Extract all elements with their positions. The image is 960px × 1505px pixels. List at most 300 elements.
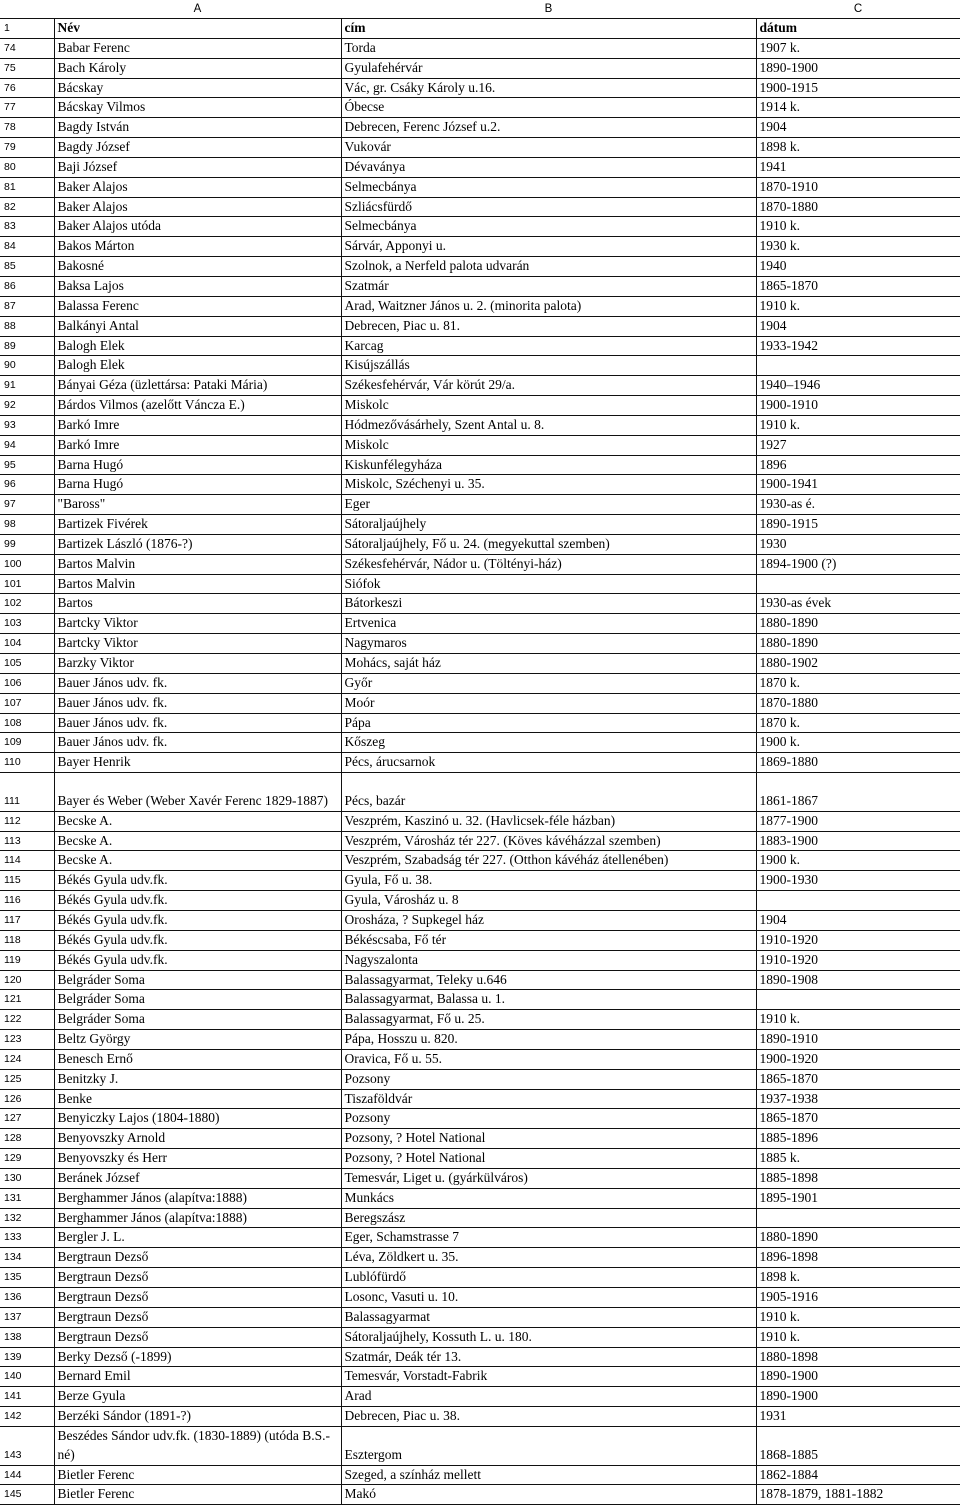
cell-date[interactable]: 1910 k. (756, 1327, 960, 1347)
cell-address[interactable]: Torda (341, 38, 756, 58)
cell-address[interactable]: Munkács (341, 1188, 756, 1208)
table-row (0, 197, 960, 217)
row-number: 110 (0, 753, 54, 773)
cell-address[interactable]: Pécs, bazár (341, 773, 756, 812)
cell-date[interactable]: 1900-1910 (756, 396, 960, 416)
row-number: 105 (0, 654, 54, 674)
row-number: 84 (0, 237, 54, 257)
cell-date[interactable]: 1898 k. (756, 138, 960, 158)
table-row (0, 713, 960, 733)
cell-address[interactable]: Vukovár (341, 138, 756, 158)
cell-address[interactable]: Nagyszalonta (341, 950, 756, 970)
table-row (0, 475, 960, 495)
row-number: 88 (0, 316, 54, 336)
table-row (0, 38, 960, 58)
table-row (0, 515, 960, 535)
cell-name[interactable]: Baker Alajos (54, 197, 341, 217)
cell-date[interactable]: 1900 k. (756, 851, 960, 871)
cell-date[interactable] (756, 1208, 960, 1228)
column-header-row (0, 0, 960, 19)
cell-name[interactable]: Baker Alajos utóda (54, 217, 341, 237)
cell-name[interactable]: Békés Gyula udv.fk. (54, 871, 341, 891)
cell-name[interactable]: Bartcky Viktor (54, 634, 341, 654)
cell-address[interactable]: Oravica, Fő u. 55. (341, 1049, 756, 1069)
cell-address[interactable]: Eger, Schamstrasse 7 (341, 1228, 756, 1248)
cell-address[interactable]: Kisújszállás (341, 356, 756, 376)
cell-name[interactable]: Bietler Ferenc (54, 1485, 341, 1505)
cell-name[interactable]: "Baross" (54, 495, 341, 515)
row-number: 118 (0, 930, 54, 950)
row-number: 129 (0, 1149, 54, 1169)
cell-address[interactable]: Orosháza, ? Supkegel ház (341, 910, 756, 930)
cell-name[interactable]: Benitzky J. (54, 1069, 341, 1089)
column-header-c[interactable]: C (853, 3, 863, 15)
table-row (0, 376, 960, 396)
cell-date[interactable]: 1900-1920 (756, 1049, 960, 1069)
cell-address[interactable]: Balassagyarmat, Teleky u.646 (341, 970, 756, 990)
cell-date[interactable]: 1877-1900 (756, 811, 960, 831)
cell-date[interactable]: 1896 (756, 455, 960, 475)
table-row (0, 831, 960, 851)
cell-date[interactable]: 1890-1900 (756, 58, 960, 78)
table-row (0, 257, 960, 277)
cell-name[interactable]: Bergtraun Dezső (54, 1288, 341, 1308)
cell-address[interactable]: Sátoraljaújhely (341, 515, 756, 535)
cell-name[interactable]: Balassa Ferenc (54, 296, 341, 316)
row-number: 141 (0, 1387, 54, 1407)
cell-address[interactable]: Mohács, saját ház (341, 654, 756, 674)
cell-address[interactable]: Szatmár (341, 276, 756, 296)
cell-name[interactable]: Baji József (54, 157, 341, 177)
cell-name[interactable]: Baker Alajos (54, 177, 341, 197)
cell-name[interactable]: Bergtraun Dezső (54, 1307, 341, 1327)
cell-date[interactable]: 1869-1880 (756, 753, 960, 773)
cell-date[interactable]: 1880-1902 (756, 654, 960, 674)
cell-address[interactable]: Pozsony, ? Hotel National (341, 1149, 756, 1169)
row-number: 131 (0, 1188, 54, 1208)
cell-address[interactable]: Debrecen, Piac u. 38. (341, 1407, 756, 1427)
cell-date[interactable]: 1890-1908 (756, 970, 960, 990)
cell-date[interactable]: 1865-1870 (756, 276, 960, 296)
cell-date[interactable]: 1885-1896 (756, 1129, 960, 1149)
cell-name[interactable]: Bányai Géza (üzlettársa: Pataki Mária) (54, 376, 341, 396)
cell-address[interactable]: Moór (341, 693, 756, 713)
cell-address[interactable]: Veszprém, Kaszinó u. 32. (Havlicsek-féle házban) (341, 811, 756, 831)
cell-address[interactable]: Gyulafehérvár (341, 58, 756, 78)
cell-name[interactable]: Balogh Elek (54, 336, 341, 356)
cell-date[interactable] (756, 891, 960, 911)
cell-date[interactable]: 1885-1898 (756, 1168, 960, 1188)
row-number: 144 (0, 1465, 54, 1485)
cell-address[interactable]: Veszprém, Városház tér 227. (Köves kávéházzal szemben) (341, 831, 756, 851)
row-number: 94 (0, 435, 54, 455)
cell-name[interactable]: Békés Gyula udv.fk. (54, 930, 341, 950)
table-row (0, 950, 960, 970)
row-number: 76 (0, 78, 54, 98)
cell-address[interactable]: Sárvár, Apponyi u. (341, 237, 756, 257)
cell-date[interactable]: 1890-1910 (756, 1030, 960, 1050)
row-number: 81 (0, 177, 54, 197)
cell-name[interactable]: Békés Gyula udv.fk. (54, 891, 341, 911)
row-number: 139 (0, 1347, 54, 1367)
cell-date[interactable]: 1940 (756, 257, 960, 277)
cell-address[interactable]: Selmecbánya (341, 177, 756, 197)
cell-name[interactable]: Barkó Imre (54, 415, 341, 435)
table-row (0, 237, 960, 257)
cell-name[interactable]: Bartos (54, 594, 341, 614)
table-row (0, 118, 960, 138)
row-number: 136 (0, 1288, 54, 1308)
cell-name[interactable]: Bauer János udv. fk. (54, 673, 341, 693)
cell-address[interactable]: Temesvár, Vorstadt-Fabrik (341, 1367, 756, 1387)
cell-date[interactable]: 1870 k. (756, 673, 960, 693)
cell-name[interactable]: Benyovszky Arnold (54, 1129, 341, 1149)
cell-name[interactable]: Berghammer János (alapítva:1888) (54, 1188, 341, 1208)
cell-address[interactable]: Losonc, Vasuti u. 10. (341, 1288, 756, 1308)
cell-name[interactable]: Barkó Imre (54, 435, 341, 455)
cell-name[interactable]: Bergtraun Dezső (54, 1327, 341, 1347)
cell-address[interactable]: Óbecse (341, 98, 756, 118)
cell-date[interactable]: 1880-1890 (756, 634, 960, 654)
cell-address[interactable]: Selmecbánya (341, 217, 756, 237)
cell-address[interactable]: Kiskunfélegyháza (341, 455, 756, 475)
table-row (0, 336, 960, 356)
cell-date[interactable]: 1904 (756, 910, 960, 930)
cell-name[interactable]: Bartizek Fivérek (54, 515, 341, 535)
table-row (0, 1288, 960, 1308)
cell-name[interactable]: Bárdos Vilmos (azelőtt Váncza E.) (54, 396, 341, 416)
cell-date[interactable]: 1907 k. (756, 38, 960, 58)
cell-date[interactable]: 1933-1942 (756, 336, 960, 356)
header-cell-address[interactable]: cím (341, 19, 756, 39)
cell-date[interactable]: 1910-1920 (756, 950, 960, 970)
cell-name[interactable]: Bauer János udv. fk. (54, 733, 341, 753)
cell-name[interactable]: Barna Hugó (54, 455, 341, 475)
cell-address[interactable]: Szolnok, a Nerfeld palota udvarán (341, 257, 756, 277)
table-row (0, 773, 960, 812)
cell-name[interactable]: Berzéki Sándor (1891-?) (54, 1407, 341, 1427)
cell-name[interactable]: Bauer János udv. fk. (54, 713, 341, 733)
cell-name[interactable]: Belgráder Soma (54, 970, 341, 990)
cell-address[interactable]: Pápa, Hosszu u. 820. (341, 1030, 756, 1050)
cell-address[interactable]: Kőszeg (341, 733, 756, 753)
cell-name[interactable]: Becske A. (54, 811, 341, 831)
cell-address[interactable]: Debrecen, Ferenc József u.2. (341, 118, 756, 138)
cell-date[interactable]: 1930-as é. (756, 495, 960, 515)
cell-name[interactable]: Bácskay (54, 78, 341, 98)
cell-name[interactable]: Benke (54, 1089, 341, 1109)
cell-date[interactable]: 1870-1880 (756, 693, 960, 713)
row-number: 135 (0, 1268, 54, 1288)
cell-address[interactable]: Balassagyarmat (341, 1307, 756, 1327)
table-row (0, 177, 960, 197)
row-number: 132 (0, 1208, 54, 1228)
cell-address[interactable]: Pápa (341, 713, 756, 733)
cell-address[interactable]: Hódmezővásárhely, Szent Antal u. 8. (341, 415, 756, 435)
header-cell-name[interactable]: Név (54, 19, 341, 39)
cell-name[interactable]: Baksa Lajos (54, 276, 341, 296)
row-number: 103 (0, 614, 54, 634)
cell-address[interactable]: Miskolc (341, 435, 756, 455)
cell-date[interactable]: 1865-1870 (756, 1109, 960, 1129)
row-number: 82 (0, 197, 54, 217)
table-row (0, 78, 960, 98)
cell-address[interactable]: Gyula, Fő u. 38. (341, 871, 756, 891)
cell-date[interactable] (756, 574, 960, 594)
table-row (0, 157, 960, 177)
cell-name[interactable]: Balogh Elek (54, 356, 341, 376)
cell-name[interactable]: Bakos Márton (54, 237, 341, 257)
row-number: 102 (0, 594, 54, 614)
cell-date[interactable]: 1890-1900 (756, 1367, 960, 1387)
cell-address[interactable]: Dévaványa (341, 157, 756, 177)
cell-date[interactable]: 1910 k. (756, 296, 960, 316)
table-row (0, 554, 960, 574)
cell-address[interactable]: Pozsony (341, 1069, 756, 1089)
cell-name[interactable]: Bácskay Vilmos (54, 98, 341, 118)
table-row (0, 1109, 960, 1129)
cell-date[interactable] (756, 356, 960, 376)
row-number: 1 (0, 19, 54, 39)
cell-name[interactable]: Berze Gyula (54, 1387, 341, 1407)
cell-date[interactable]: 1862-1884 (756, 1465, 960, 1485)
row-number: 100 (0, 554, 54, 574)
row-number: 75 (0, 58, 54, 78)
cell-date[interactable]: 1870-1910 (756, 177, 960, 197)
row-number: 143 (0, 1426, 54, 1465)
cell-address[interactable]: Sátoraljaújhely, Kossuth L. u. 180. (341, 1327, 756, 1347)
cell-name[interactable]: Beltz György (54, 1030, 341, 1050)
cell-name[interactable]: Barna Hugó (54, 475, 341, 495)
cell-address[interactable]: Temesvár, Liget u. (gyárkülváros) (341, 1168, 756, 1188)
row-number: 104 (0, 634, 54, 654)
cell-address[interactable]: Győr (341, 673, 756, 693)
cell-address[interactable]: Beregszász (341, 1208, 756, 1228)
cell-address[interactable]: Szliácsfürdő (341, 197, 756, 217)
table-row (0, 891, 960, 911)
table-row (0, 753, 960, 773)
cell-address[interactable]: Léva, Zöldkert u. 35. (341, 1248, 756, 1268)
cell-address[interactable]: Siófok (341, 574, 756, 594)
cell-name[interactable]: Babar Ferenc (54, 38, 341, 58)
cell-date[interactable]: 1883-1900 (756, 831, 960, 851)
table-row (0, 1208, 960, 1228)
cell-date[interactable]: 1890-1900 (756, 1387, 960, 1407)
row-number: 122 (0, 1010, 54, 1030)
cell-name[interactable]: Bernard Emil (54, 1367, 341, 1387)
row-number: 108 (0, 713, 54, 733)
cell-name[interactable]: Belgráder Soma (54, 990, 341, 1010)
cell-name[interactable]: Bergtraun Dezső (54, 1248, 341, 1268)
cell-address[interactable]: Gyula, Városház u. 8 (341, 891, 756, 911)
row-number: 140 (0, 1367, 54, 1387)
table-row (0, 534, 960, 554)
table-row (0, 673, 960, 693)
cell-date[interactable]: 1880-1890 (756, 614, 960, 634)
row-number: 107 (0, 693, 54, 713)
cell-date[interactable]: 1870-1880 (756, 197, 960, 217)
row-number: 128 (0, 1129, 54, 1149)
cell-name[interactable]: Balkányi Antal (54, 316, 341, 336)
table-row (0, 1307, 960, 1327)
cell-date[interactable]: 1895-1901 (756, 1188, 960, 1208)
cell-date[interactable]: 1900-1930 (756, 871, 960, 891)
table-row (0, 455, 960, 475)
cell-date[interactable]: 1898 k. (756, 1268, 960, 1288)
cell-name[interactable]: Beránek József (54, 1168, 341, 1188)
cell-name[interactable]: Bartos Malvin (54, 554, 341, 574)
cell-address[interactable]: Bátorkeszi (341, 594, 756, 614)
cell-date[interactable]: 1910 k. (756, 1010, 960, 1030)
cell-address[interactable]: Békéscsaba, Fő tér (341, 930, 756, 950)
cell-date[interactable]: 1878-1879, 1881-1882 (756, 1485, 960, 1505)
cell-date[interactable]: 1868-1885 (756, 1426, 960, 1465)
cell-address[interactable]: Vác, gr. Csáky Károly u.16. (341, 78, 756, 98)
cell-date[interactable]: 1927 (756, 435, 960, 455)
cell-date[interactable]: 1930 k. (756, 237, 960, 257)
cell-name[interactable]: Becske A. (54, 851, 341, 871)
cell-date[interactable]: 1910 k. (756, 217, 960, 237)
cell-address[interactable]: Székesfehérvár, Nádor u. (Töltényi-ház) (341, 554, 756, 574)
cell-date[interactable]: 1861-1867 (756, 773, 960, 812)
cell-address[interactable]: Pécs, árucsarnok (341, 753, 756, 773)
cell-address[interactable]: Debrecen, Piac u. 81. (341, 316, 756, 336)
row-number: 124 (0, 1049, 54, 1069)
cell-address[interactable]: Eger (341, 495, 756, 515)
cell-address[interactable]: Arad, Waitzner János u. 2. (minorita palota) (341, 296, 756, 316)
table-row (0, 634, 960, 654)
cell-date[interactable]: 1930 (756, 534, 960, 554)
cell-address[interactable]: Pozsony, ? Hotel National (341, 1129, 756, 1149)
row-number: 85 (0, 257, 54, 277)
cell-name[interactable]: Békés Gyula udv.fk. (54, 950, 341, 970)
table-row (0, 316, 960, 336)
cell-address[interactable]: Nagymaros (341, 634, 756, 654)
cell-address[interactable]: Arad (341, 1387, 756, 1407)
cell-name[interactable]: Beszédes Sándor udv.fk. (1830-1889) (utóda B.S.-né) (54, 1426, 341, 1465)
cell-address[interactable]: Miskolc (341, 396, 756, 416)
cell-address[interactable]: Miskolc, Széchenyi u. 35. (341, 475, 756, 495)
cell-date[interactable]: 1890-1915 (756, 515, 960, 535)
cell-name[interactable]: Berghammer János (alapítva:1888) (54, 1208, 341, 1228)
cell-date[interactable]: 1904 (756, 316, 960, 336)
column-header-a[interactable]: A (193, 3, 202, 15)
cell-name[interactable]: Benesch Ernő (54, 1049, 341, 1069)
cell-date[interactable]: 1931 (756, 1407, 960, 1427)
row-number: 121 (0, 990, 54, 1010)
cell-name[interactable]: Bayer Henrik (54, 753, 341, 773)
cell-address[interactable]: Veszprém, Szabadság tér 227. (Otthon kávéház átellenében) (341, 851, 756, 871)
cell-address[interactable]: Esztergom (341, 1426, 756, 1465)
cell-name[interactable]: Bartizek László (1876-?) (54, 534, 341, 554)
cell-address[interactable]: Ertvenica (341, 614, 756, 634)
table-row (0, 58, 960, 78)
cell-date[interactable]: 1870 k. (756, 713, 960, 733)
cell-address[interactable]: Sátoraljaújhely, Fő u. 24. (megyekuttal szemben) (341, 534, 756, 554)
table-row (0, 811, 960, 831)
column-header-b[interactable]: B (544, 3, 553, 15)
cell-date[interactable]: 1910 k. (756, 415, 960, 435)
cell-name[interactable]: Bietler Ferenc (54, 1465, 341, 1485)
cell-date[interactable]: 1910-1920 (756, 930, 960, 950)
cell-name[interactable]: Benyiczky Lajos (1804-1880) (54, 1109, 341, 1129)
table-row (0, 1387, 960, 1407)
row-number: 80 (0, 157, 54, 177)
cell-date[interactable]: 1896-1898 (756, 1248, 960, 1268)
cell-address[interactable]: Balassagyarmat, Fő u. 25. (341, 1010, 756, 1030)
table-row (0, 396, 960, 416)
row-number: 83 (0, 217, 54, 237)
cell-name[interactable]: Bergler J. L. (54, 1228, 341, 1248)
row-number: 109 (0, 733, 54, 753)
cell-date[interactable]: 1865-1870 (756, 1069, 960, 1089)
cell-date[interactable]: 1904 (756, 118, 960, 138)
cell-name[interactable]: Bach Károly (54, 58, 341, 78)
cell-date[interactable]: 1894-1900 (?) (756, 554, 960, 574)
header-cell-date[interactable]: dátum (756, 19, 960, 39)
cell-address[interactable]: Szeged, a színház mellett (341, 1465, 756, 1485)
cell-date[interactable]: 1937-1938 (756, 1089, 960, 1109)
cell-name[interactable]: Belgráder Soma (54, 1010, 341, 1030)
row-number: 126 (0, 1089, 54, 1109)
cell-date[interactable]: 1905-1916 (756, 1288, 960, 1308)
row-number: 145 (0, 1485, 54, 1505)
table-row (0, 871, 960, 891)
cell-address[interactable]: Karcag (341, 336, 756, 356)
cell-name[interactable]: Berky Dezső (-1899) (54, 1347, 341, 1367)
cell-address[interactable]: Szatmár, Deák tér 13. (341, 1347, 756, 1367)
cell-date[interactable]: 1880-1890 (756, 1228, 960, 1248)
table-row (0, 1129, 960, 1149)
cell-name[interactable]: Békés Gyula udv.fk. (54, 910, 341, 930)
cell-date[interactable]: 1930-as évek (756, 594, 960, 614)
cell-address[interactable]: Tiszaföldvár (341, 1089, 756, 1109)
cell-name[interactable]: Bakosné (54, 257, 341, 277)
cell-date[interactable]: 1914 k. (756, 98, 960, 118)
cell-name[interactable]: Bartos Malvin (54, 574, 341, 594)
cell-name[interactable]: Barzky Viktor (54, 654, 341, 674)
cell-date[interactable]: 1900-1915 (756, 78, 960, 98)
cell-name[interactable]: Bergtraun Dezső (54, 1268, 341, 1288)
cell-name[interactable]: Benyovszky és Herr (54, 1149, 341, 1169)
cell-name[interactable]: Bauer János udv. fk. (54, 693, 341, 713)
cell-name[interactable]: Becske A. (54, 831, 341, 851)
row-number: 133 (0, 1228, 54, 1248)
cell-date[interactable]: 1940–1946 (756, 376, 960, 396)
cell-date[interactable]: 1941 (756, 157, 960, 177)
cell-date[interactable]: 1900 k. (756, 733, 960, 753)
cell-date[interactable]: 1900-1941 (756, 475, 960, 495)
cell-date[interactable]: 1885 k. (756, 1149, 960, 1169)
row-number: 93 (0, 415, 54, 435)
table-row (0, 1069, 960, 1089)
cell-name[interactable]: Bagdy István (54, 118, 341, 138)
cell-address[interactable]: Balassagyarmat, Balassa u. 1. (341, 990, 756, 1010)
table-row (0, 1168, 960, 1188)
table-row (0, 594, 960, 614)
cell-date[interactable] (756, 990, 960, 1010)
table-row (0, 1149, 960, 1169)
cell-name[interactable]: Bagdy József (54, 138, 341, 158)
cell-name[interactable]: Bartcky Viktor (54, 614, 341, 634)
cell-address[interactable]: Székesfehérvár, Vár körút 29/a. (341, 376, 756, 396)
cell-name[interactable]: Bayer és Weber (Weber Xavér Ferenc 1829-1887) (54, 773, 341, 812)
cell-date[interactable]: 1910 k. (756, 1307, 960, 1327)
cell-address[interactable]: Makó (341, 1485, 756, 1505)
cell-date[interactable]: 1880-1898 (756, 1347, 960, 1367)
cell-address[interactable]: Lublófürdő (341, 1268, 756, 1288)
cell-address[interactable]: Pozsony (341, 1109, 756, 1129)
